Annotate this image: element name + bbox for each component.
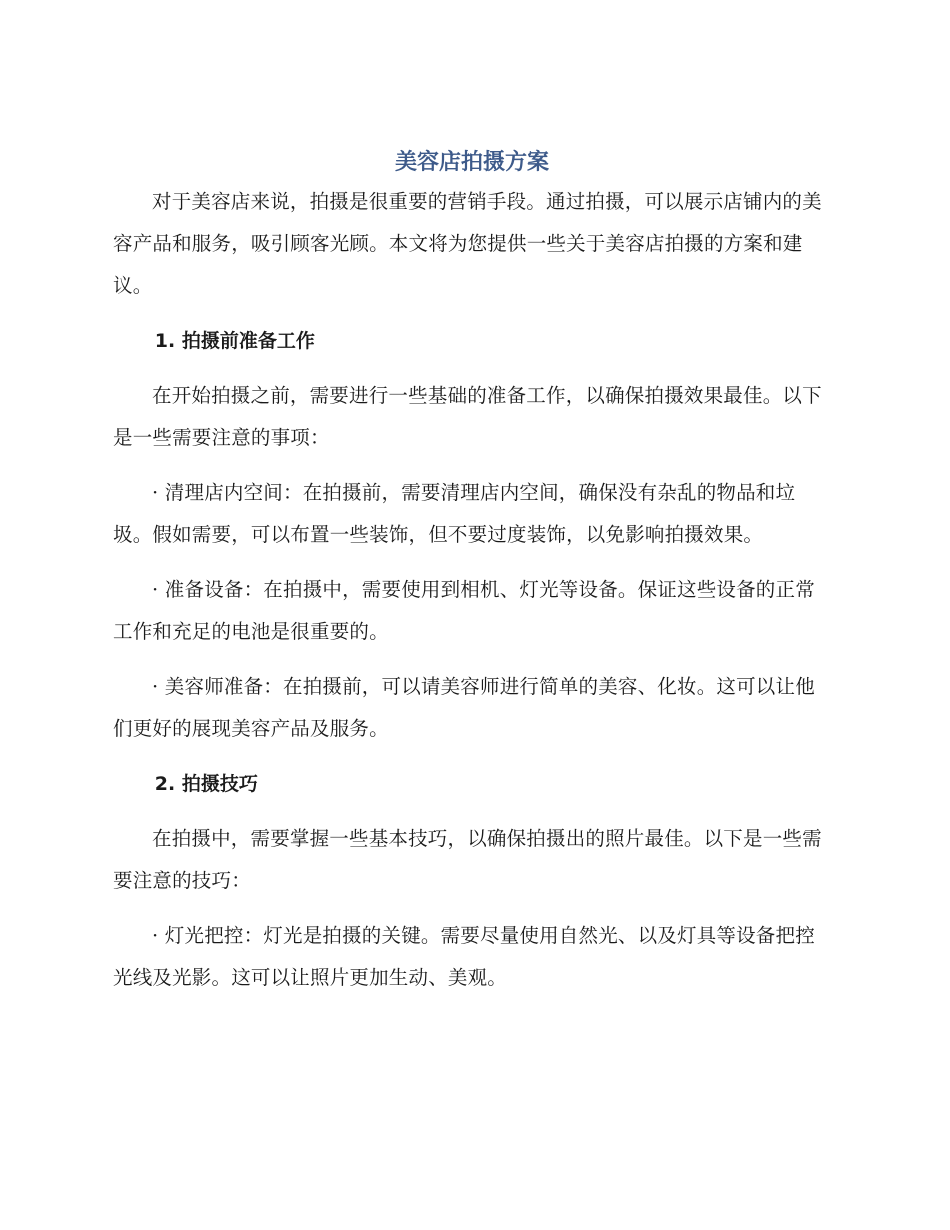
intro-paragraph: 对于美容店来说，拍摄是很重要的营销手段。通过拍摄，可以展示店铺内的美容产品和服务，吸引顾客光顾。本文将为您提供一些关于美容店拍摄的方案和建议。 <box>113 190 822 297</box>
paragraph-techniques-intro: 在拍摄中，需要掌握一些基本技巧，以确保拍摄出的照片最佳。以下是一些需要注意的技巧： <box>113 827 822 892</box>
paragraph-preparation-intro: 在开始拍摄之前，需要进行一些基础的准备工作，以确保拍摄效果最佳。以下是一些需要注意的事项： <box>113 384 822 449</box>
document-title: 美容店拍摄方案 <box>394 150 549 175</box>
list-item-clean-space: · 清理店内空间：在拍摄前，需要清理店内空间，确保没有杂乱的物品和垃圾。假如需要，可以布置一些装饰，但不要过度装饰，以免影响拍摄效果。 <box>113 481 796 546</box>
list-item-beautician: · 美容师准备：在拍摄前，可以请美容师进行简单的美容、化妆。这可以让他们更好的展现美容产品及服务。 <box>113 675 815 740</box>
section-heading-preparation: 1. 拍摄前准备工作 <box>154 330 315 352</box>
document-page <box>113 145 831 999</box>
list-item-equipment: · 准备设备：在拍摄中，需要使用到相机、灯光等设备。保证这些设备的正常工作和充足的电池是很重要的。 <box>113 578 815 643</box>
section-heading-techniques: 2. 拍摄技巧 <box>154 773 258 795</box>
list-item-lighting: · 灯光把控：灯光是拍摄的关键。需要尽量使用自然光、以及灯具等设备把控光线及光影。这可以让照片更加生动、美观。 <box>113 924 815 989</box>
